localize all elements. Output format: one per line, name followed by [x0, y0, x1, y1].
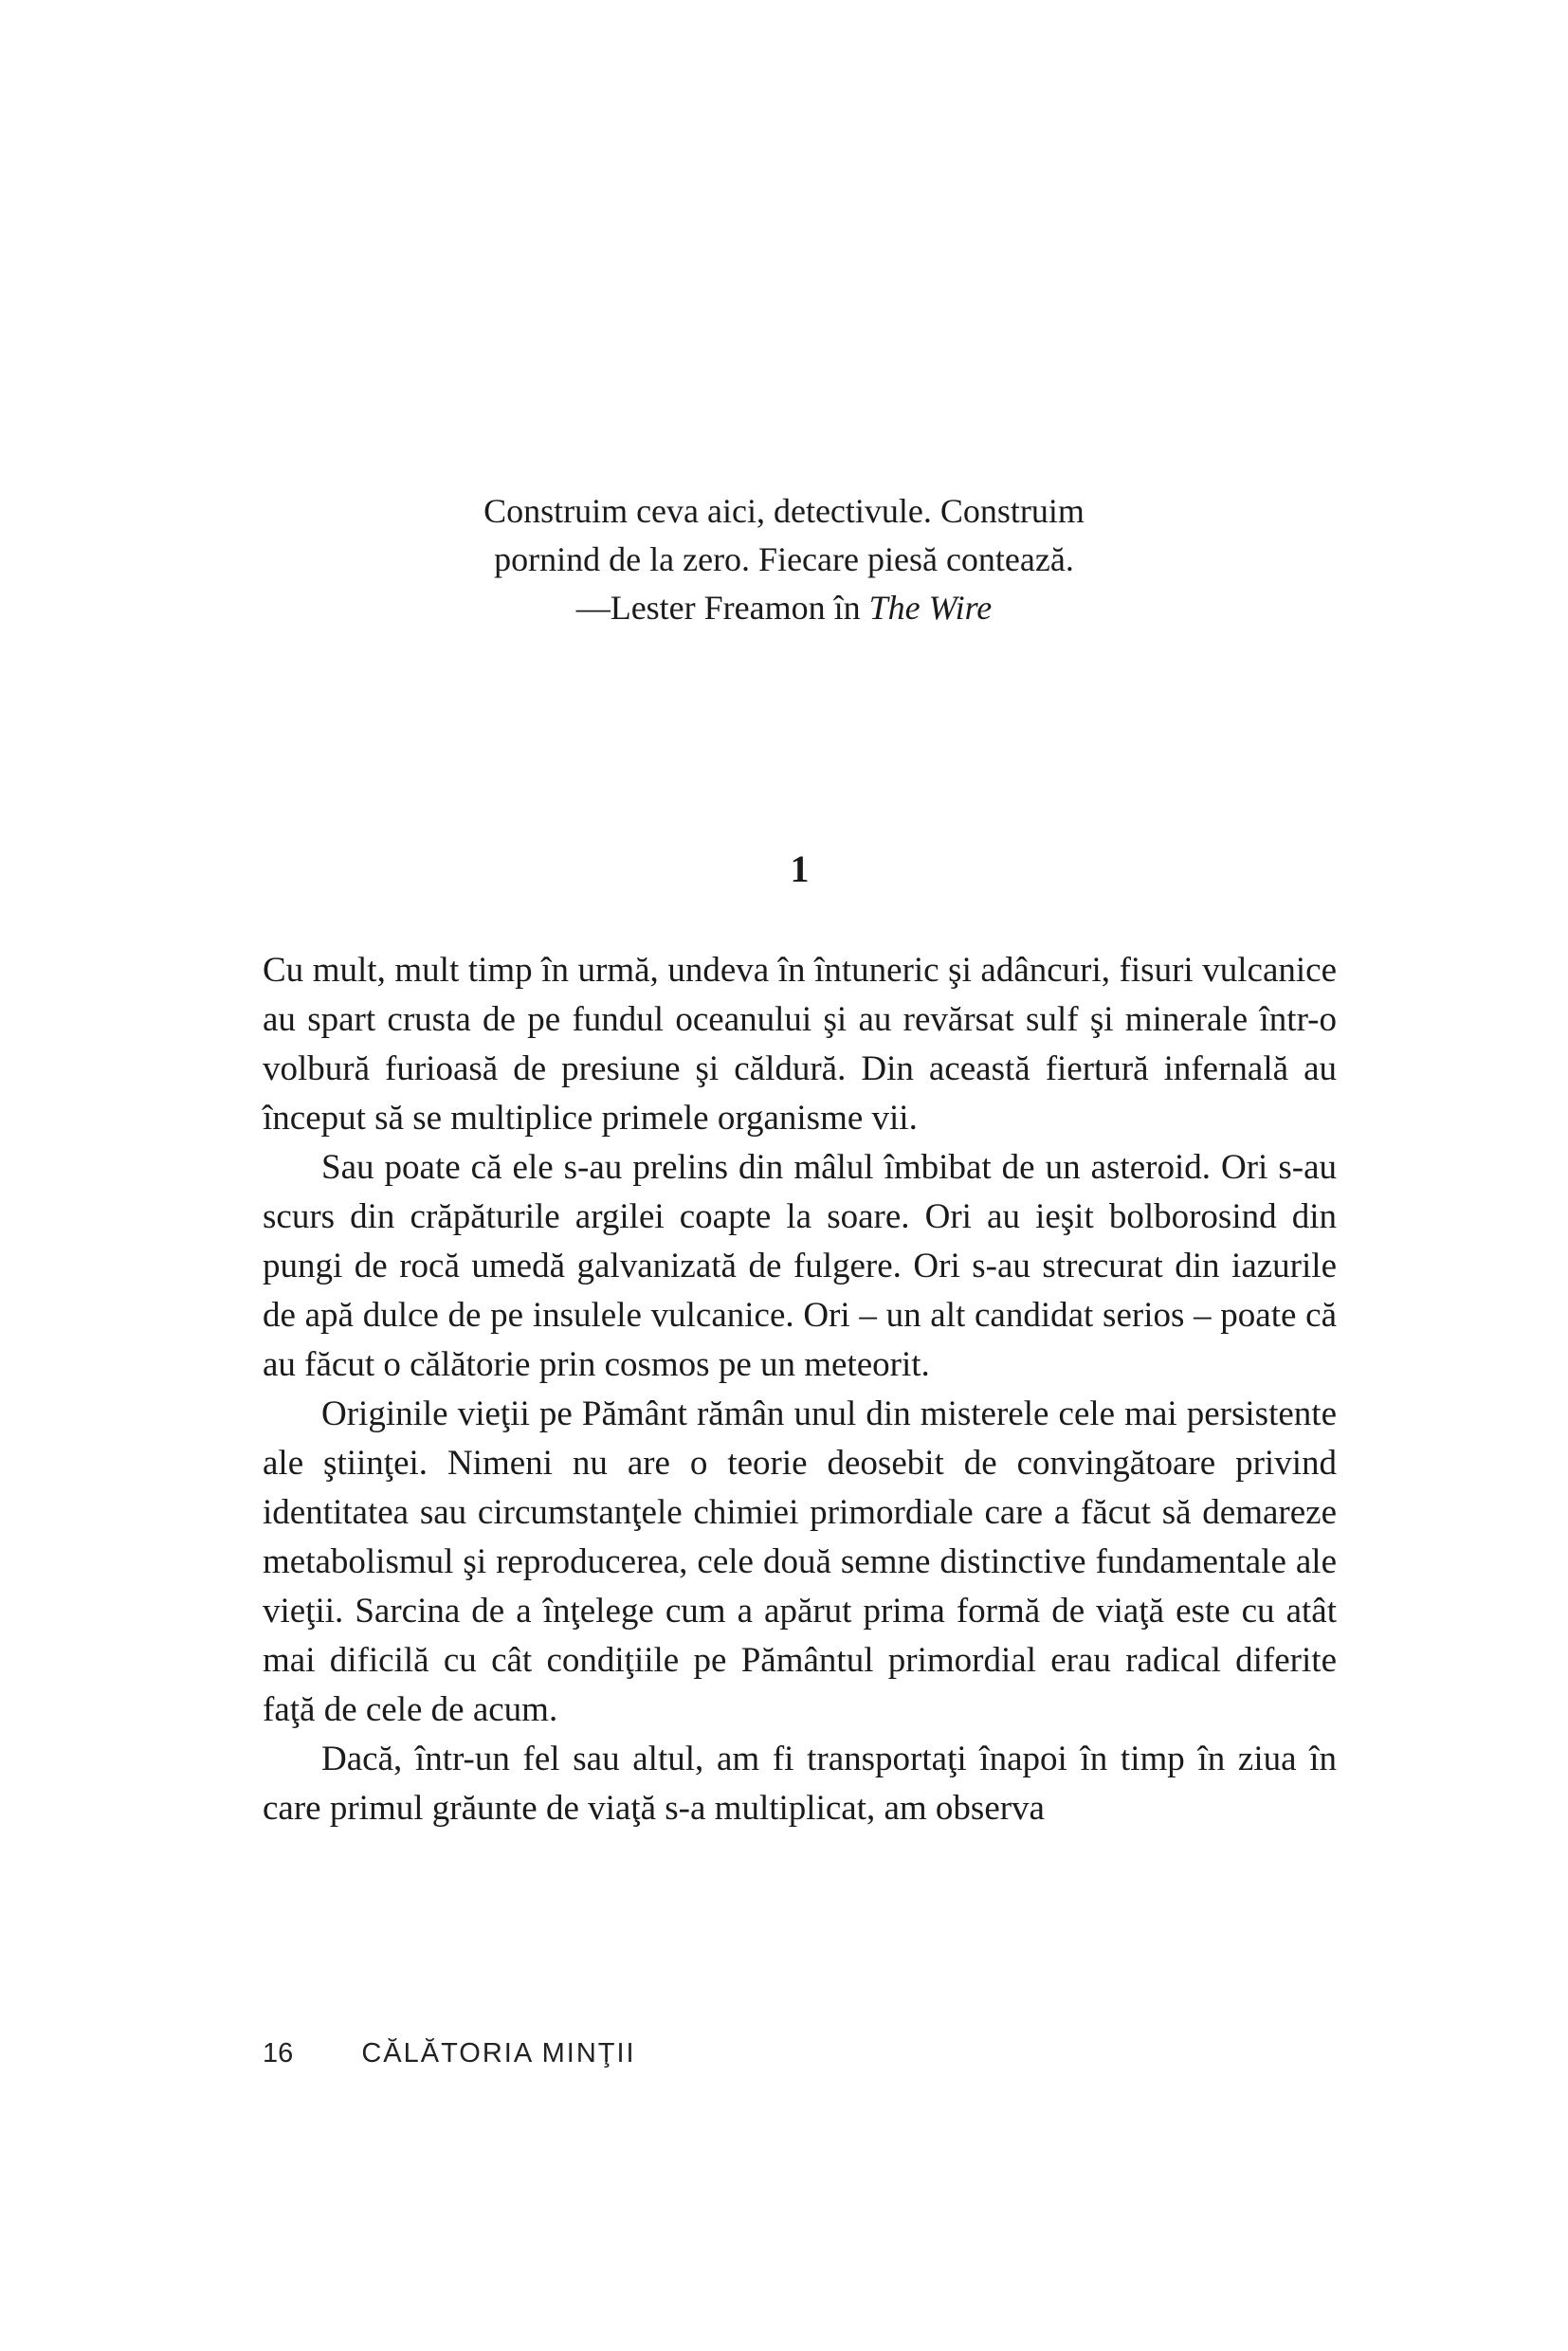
epigraph	[0, 487, 1568, 632]
paragraph-1: Cu mult, mult timp în urmă, undeva în întuneric şi adâncuri, fisuri vulcanice au spart crusta de pe fundul oceanului şi au revărsat sulf şi minerale într-o volbură furioasă de presiune şi căldură. Din această fiertură infernală au început să se multiplice primele organisme vii.	[263, 951, 1337, 1138]
paragraph-2: Sau poate că ele s-au prelins din mâlul îmbibat de un asteroid. Ori s-au scurs din crăpăturile argilei coapte la soare. Ori au ieşit bolborosind din pungi de rocă umedă galvanizată de fulgere. Ori s-au strecurat din iazurile de apă dulce de pe insulele vulcanice. Ori – un alt candidat serios – poate că au făcut o călătorie prin cosmos pe un meteorit.	[263, 1148, 1337, 1384]
epigraph-attribution	[0, 584, 1568, 632]
epigraph-line-1: Construim ceva aici, detectivule. Construim	[483, 492, 1085, 530]
paragraph-3: Originile vieţii pe Pământ rămân unul din misterele cele mai persistente ale ştiinţei. Nimeni nu are o teorie deosebit de convingătoare privind identitatea sau circumstanţele chimiei primordiale care a făcut să demareze metabolismul şi reproducerea, cele două semne distinctive fundamentale ale vieţii. Sarcina de a înţelege cum a apărut prima formă de viaţă este cu atât mai dificilă cu cât condiţiile pe Pământul primordial erau radical diferite faţă de cele de acum.	[263, 1394, 1337, 1729]
epigraph-line-2: pornind de la zero. Fiecare piesă contează.	[494, 540, 1074, 578]
paragraph-4: Dacă, într-un fel sau altul, am fi transportaţi înapoi în timp în ziua în care primul grăunte de viaţă s-a multiplicat, am observa	[263, 1740, 1337, 1828]
epigraph-attribution-work-title: The Wire	[868, 589, 993, 627]
body-text	[263, 946, 1337, 1833]
page-footer	[263, 2038, 636, 2069]
chapter-number: 1	[790, 847, 810, 890]
page-number: 16	[263, 2038, 294, 2069]
epigraph-attribution-name: —Lester Freamon în	[575, 589, 869, 627]
running-head: CĂLĂTORIA MINŢII	[361, 2038, 636, 2069]
